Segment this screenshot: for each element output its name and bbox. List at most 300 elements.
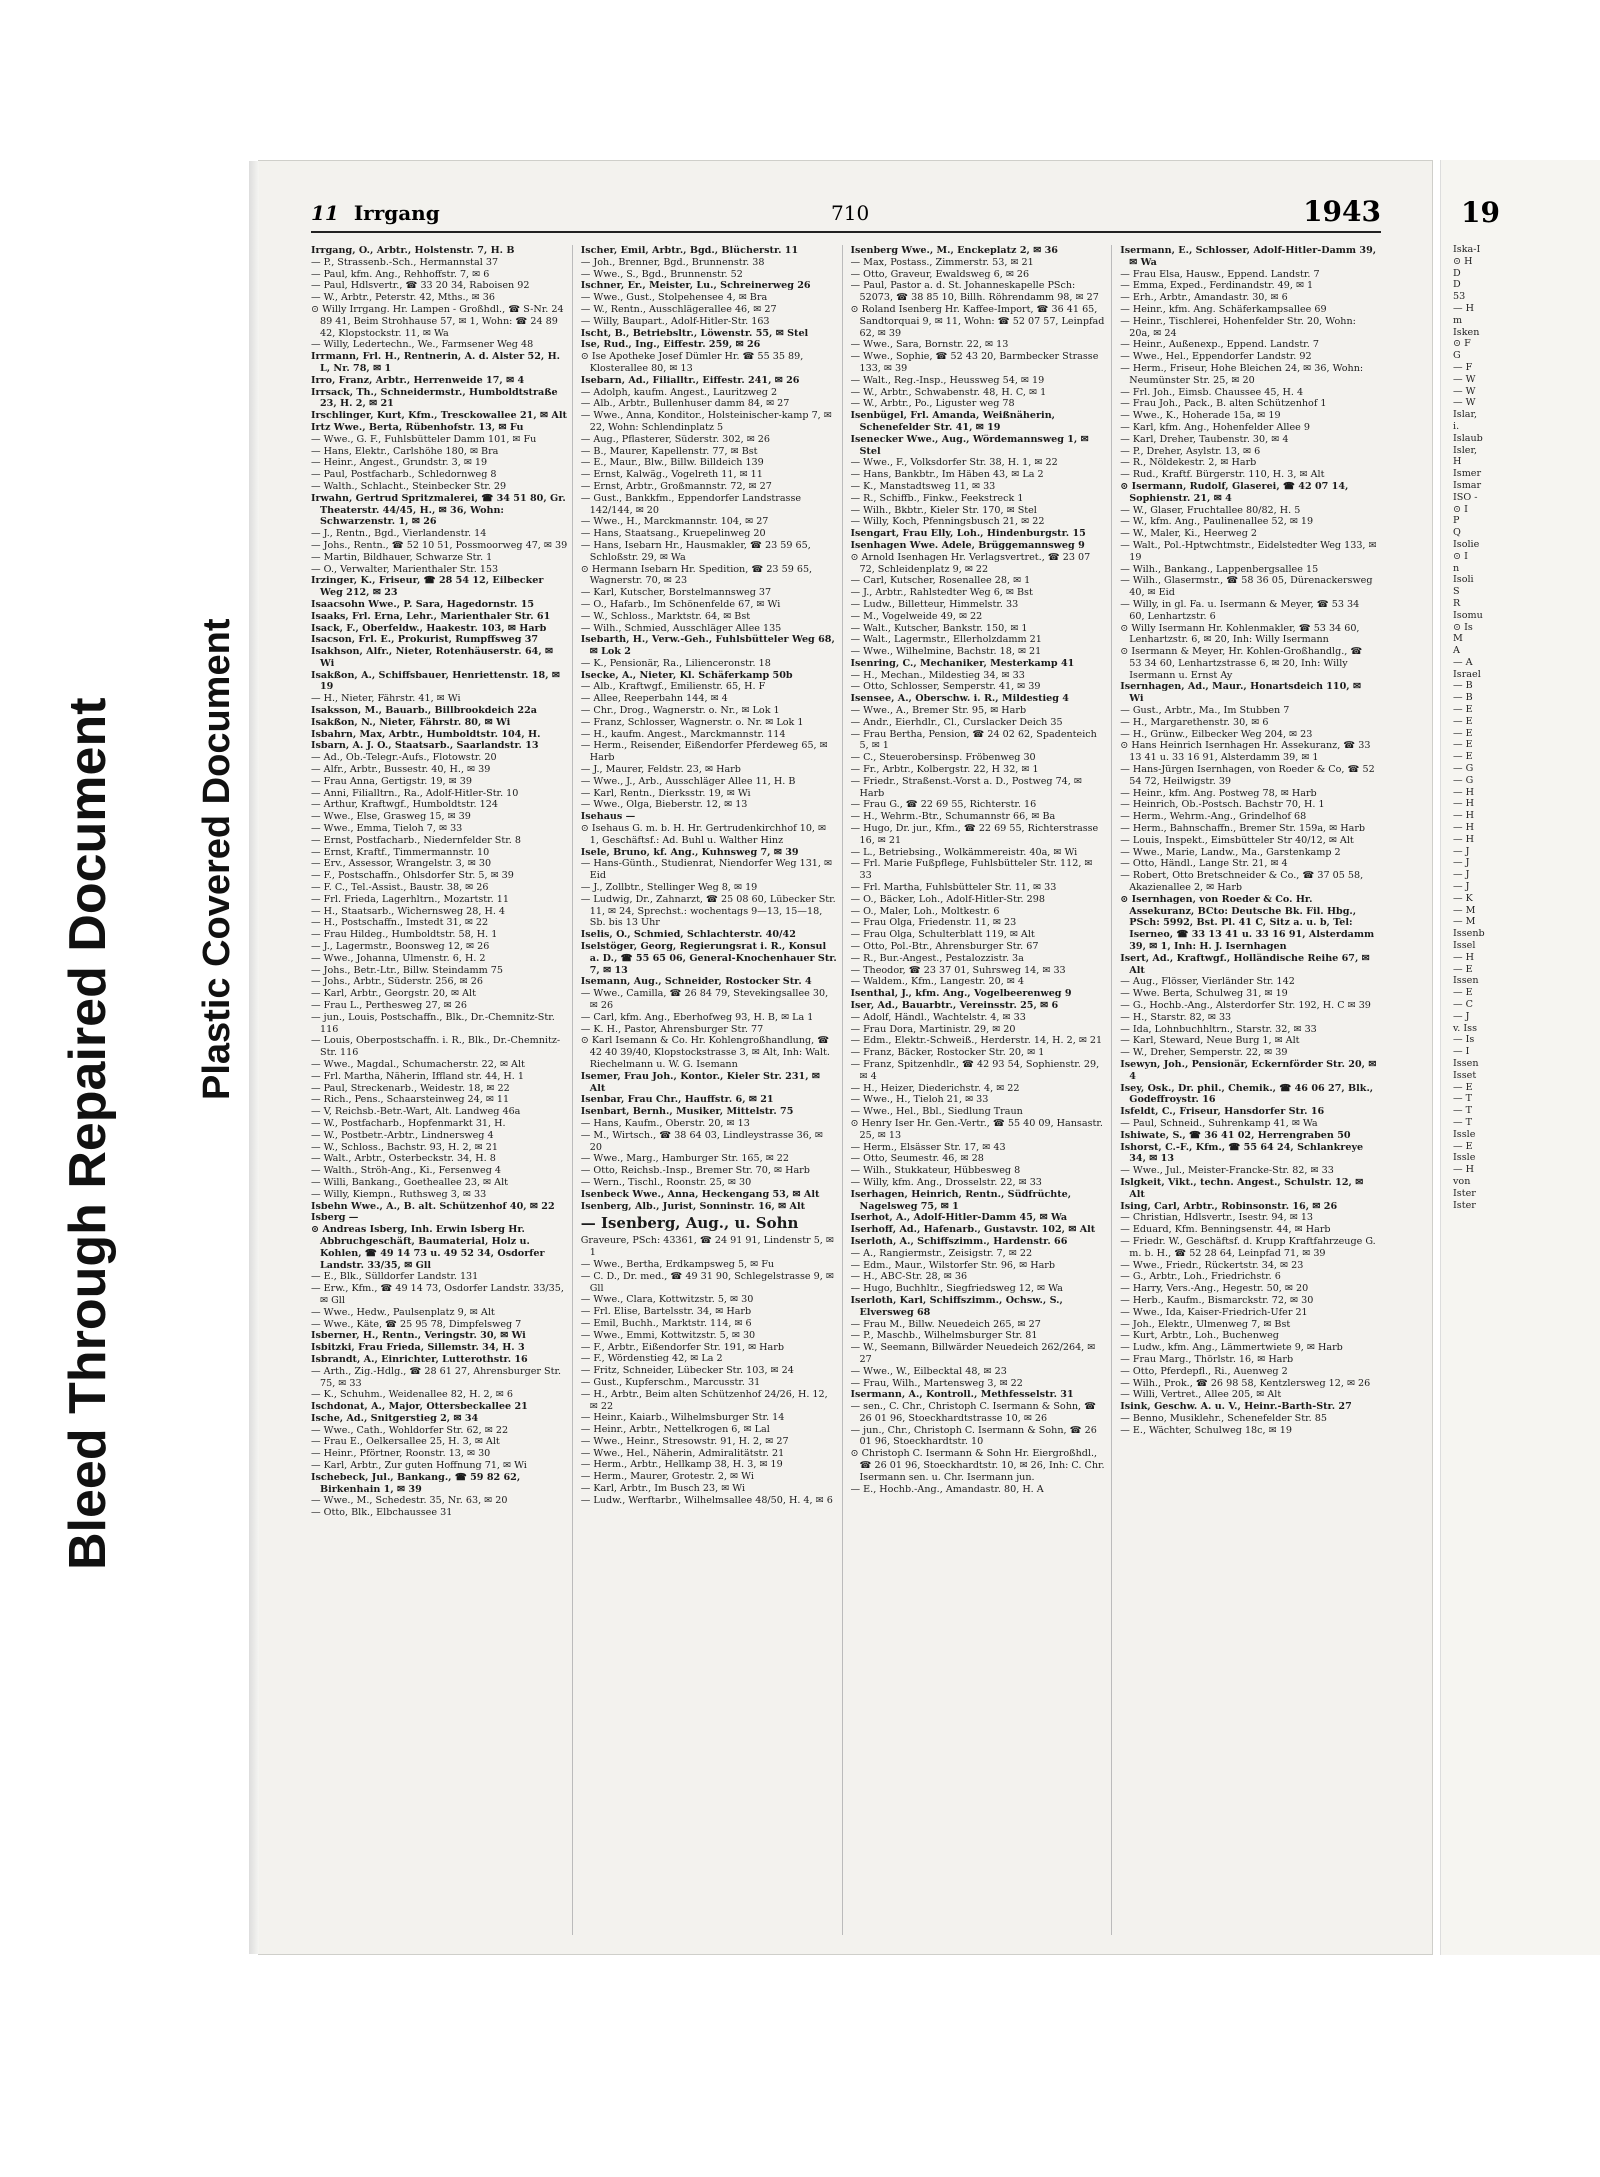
directory-entry: — Frl. Joh., Eimsb. Chaussee 45, H. 4 — [1120, 386, 1304, 398]
directory-entry: — W., kfm. Ang., Paulinenallee 52, ✉ 19 — [1120, 516, 1314, 528]
directory-entry: — Ludwig, Dr., Zahnarzt, ☎ 25 08 60, Lübecker Str. 11, ✉ 24, Sprechst.: wochentags 9—13, 15—18, Sb. bis 13 Uhr — [580, 893, 836, 929]
directory-entry: — Hans-Günth., Studienrat, Niendorfer Weg 131, ✉ Eid — [580, 858, 833, 882]
directory-entry: — Walth., Schlacht., Steinbecker Str. 29 — [311, 480, 507, 492]
directory-entry: — Frau G., ☎ 22 69 55, Richterstr. 16 — [850, 799, 1037, 811]
adjacent-line: Q — [1453, 527, 1461, 539]
directory-entry: — Wwe., Hel., Näherin, Admiralitätstr. 21 — [580, 1447, 785, 1459]
directory-entry: — Walt., Kutscher, Bankstr. 150, ✉ 1 — [850, 622, 1028, 634]
directory-entry: — Max, Postass., Zimmerstr. 53, ✉ 21 — [850, 256, 1034, 268]
directory-entry: — Frau Bertha, Pension, ☎ 24 02 62, Spadenteich 5, ✉ 1 — [850, 728, 1097, 752]
directory-entry: — K., Manstadtsweg 11, ✉ 33 — [850, 480, 996, 492]
directory-entry: — Herm., Bahnschaffn., Bremer Str. 159a, ✉ Harb — [1120, 823, 1366, 835]
directory-entry: — Paul, Pastor a. d. St. Johanneskapelle PSch: 52073, ☎ 38 85 10, Billh. Röhrendamm 98, ✉ 27 — [850, 280, 1099, 304]
directory-entry: — Wwe., Ida, Kaiser-Friedrich-Ufer 21 — [1120, 1306, 1308, 1318]
directory-entry: Isewyn, Joh., Pensionär, Eckernförder Str. 20, ✉ 4 — [1120, 1058, 1377, 1082]
adjacent-line: — E — [1453, 739, 1473, 751]
directory-entry: Isenbar, Frau Chr., Hauffstr. 6, ✉ 21 — [580, 1094, 774, 1106]
directory-entry: — Frau Dora, Martinistr. 29, ✉ 20 — [850, 1023, 1016, 1035]
directory-entry: — Willy, Kiempn., Ruthsweg 3, ✉ 33 — [311, 1188, 487, 1200]
directory-entry: — Waldem., Kfm., Langestr. 20, ✉ 4 — [850, 976, 1024, 988]
directory-entry: ⊙ Roland Isenberg Hr. Kaffee-Import, ☎ 36 41 65, Sandtorquai 9, ✉ 11, Wohn: ☎ 52 07 57, Leinpfad 62, ✉ 39 — [850, 303, 1105, 339]
directory-entry: — Johs., Rentn., ☎ 52 10 51, Possmoorweg 47, ✉ 39 — [311, 539, 568, 551]
directory-entry: — Wilh., Prok., ☎ 26 98 58, Kentzlersweg 12, ✉ 26 — [1120, 1377, 1371, 1389]
directory-entry: — jun., Louis, Postschaffn., Blk., Dr.-Chemnitz-Str. 116 — [311, 1011, 555, 1035]
directory-entry: — Paul, Schneid., Suhrenkamp 41, ✉ Wa — [1120, 1117, 1318, 1129]
directory-entry: — Emil, Buchh., Marktstr. 114, ✉ 6 — [580, 1317, 752, 1329]
adjacent-line: — G — [1453, 774, 1474, 786]
adjacent-line: A — [1453, 645, 1460, 657]
directory-entry: — Gust., Arbtr., Ma., Im Stubben 7 — [1120, 705, 1290, 717]
directory-entry: — Fr., Arbtr., Kolbergstr. 22, H 32, ✉ 1 — [850, 764, 1039, 776]
directory-entry: — Hans, Isebarn Hr., Hausmakler, ☎ 23 59 65, Schloßstr. 29, ✉ Wa — [580, 539, 811, 563]
directory-entry: — Ludw., Billetteur, Himmelstr. 33 — [850, 598, 1019, 610]
directory-entry: — Karl, Arbtr., Georgstr. 20, ✉ Alt — [311, 988, 476, 1000]
directory-entry: ⊙ Isernhagen, von Roeder & Co. Hr. Assekuranz, BCto: Deutsche Bk. Fil. Hbg., PSch: 5992, Bst. Pl. 41 C, Sitz a. u. b, Tel: Iserneo, ☎ 33 13 41 u. 33 16 91, Alsterdamm 39, ✉ 1, Inh: H. J. Isernhagen — [1120, 893, 1375, 953]
directory-entry: — Arthur, Kraftwgf., Humboldtstr. 124 — [311, 799, 498, 811]
directory-entry: — R., Bur.-Angest., Pestalozzistr. 3a — [850, 952, 1024, 964]
directory-entry: — C. D., Dr. med., ☎ 49 31 90, Schlegelstrasse 9, ✉ Gll — [580, 1270, 834, 1294]
directory-entry: Isbehn Wwe., A., B. alt. Schützenhof 40, ✉ 22 — [311, 1200, 555, 1212]
directory-entry: — Ernst, Kraftf., Timmermannstr. 10 — [311, 846, 490, 858]
directory-entry: — Rich., Pens., Schaarsteinweg 24, ✉ 11 — [311, 1094, 510, 1106]
adjacent-line: Issle — [1453, 1128, 1476, 1140]
directory-entry: — Wwe., Hel., Bbl., Siedlung Traun — [850, 1106, 1023, 1118]
directory-entry: Isenberg Wwe., M., Enckeplatz 2, ✉ 36 — [850, 245, 1058, 256]
directory-entry: — Karl, kfm. Ang., Hohenfelder Allee 9 — [1120, 421, 1310, 433]
directory-entry: — W., Arbtr., Po., Liguster weg 78 — [850, 398, 1015, 410]
adjacent-line: — E — [1453, 751, 1473, 763]
directory-entry: — Fritz, Schneider, Lübecker Str. 103, ✉ 24 — [580, 1365, 794, 1377]
directory-entry: ⊙ Henry Iser Hr. Gen.-Vertr., ☎ 55 40 09, Hansastr. 25, ✉ 13 — [850, 1117, 1103, 1141]
adjacent-line: Islar, — [1453, 409, 1478, 421]
adjacent-line: — H — [1453, 302, 1475, 314]
directory-entry: — Ludw., Werftarbr., Wilhelmsallee 48/50, H. 4, ✉ 6 — [580, 1494, 833, 1506]
directory-entry: — Christian, Hdlsvertr., Isestr. 94, ✉ 13 — [1120, 1212, 1314, 1224]
directory-entry: — Kurt, Arbtr., Loh., Buchenweg — [1120, 1330, 1279, 1342]
directory-entry: ⊙ Isermann & Meyer, Hr. Kohlen-Großhandlg., ☎ 53 34 60, Lenhartzstrasse 6, ✉ 20, Inh: Willy Isermann u. Ernst Ay — [1120, 646, 1363, 681]
directory-entry: — Willi, Bankang., Goetheallee 23, ✉ Alt — [311, 1176, 508, 1188]
directory-entry: — Isenberg, Aug., u. Sohn — [580, 1214, 799, 1233]
directory-entry: — H., Arbtr., Beim alten Schützenhof 24/26, H. 12, ✉ 22 — [580, 1388, 828, 1412]
directory-entry: — Wwe., Olga, Bieberstr. 12, ✉ 13 — [580, 799, 748, 811]
page-header — [311, 195, 1381, 233]
adjacent-line: Ismer — [1453, 468, 1482, 480]
adjacent-line: — J — [1453, 857, 1470, 869]
directory-entry: — H., Nieter, Fährstr. 41, ✉ Wi — [311, 693, 461, 705]
directory-entry: — Karl, Rentn., Dierksstr. 19, ✉ Wi — [580, 787, 751, 799]
adjacent-line: — M — [1453, 916, 1476, 928]
directory-entry: — Walt., Reg.-Insp., Heussweg 54, ✉ 19 — [850, 374, 1045, 386]
directory-entry: — Paul, Hdlsvertr., ☎ 33 20 34, Raboisen 92 — [311, 280, 530, 292]
directory-entry: — V, Reichsb.-Betr.-Wart, Alt. Landweg 46a — [311, 1106, 521, 1118]
directory-entry: — H., Mechan., Mildestieg 34, ✉ 33 — [850, 669, 1025, 681]
directory-entry: Isenbeck Wwe., Anna, Heckengang 53, ✉ Alt — [580, 1188, 820, 1200]
header-left — [311, 201, 440, 225]
directory-entry: — Herm., Friseur, Hohe Bleichen 24, ✉ 36, Wohn: Neumünster Str. 25, ✉ 20 — [1120, 362, 1364, 386]
directory-entry: — Hugo, Buchhltr., Siegfriedsweg 12, ✉ Wa — [850, 1283, 1063, 1295]
directory-entry: — C., Steuerobersinsp. Fröbenweg 30 — [850, 752, 1036, 764]
directory-entry: Isaacsohn Wwe., P. Sara, Hagedornstr. 15 — [311, 598, 535, 610]
directory-entry: — Wwe., Clara, Kottwitzstr. 5, ✉ 30 — [580, 1294, 754, 1306]
directory-entry: Iserloth, Karl, Schiffszimm., Ochsw., S., Elversweg 68 — [850, 1294, 1063, 1318]
directory-entry: — W., Postbetr.-Arbtr., Lindnersweg 4 — [311, 1129, 494, 1141]
adjacent-line: — F — [1453, 361, 1473, 373]
directory-entry: — Heinrich, Ob.-Postsch. Bachstr 70, H. 1 — [1120, 799, 1325, 811]
directory-entry: — W., Glaser, Fruchtallee 80/82, H. 5 — [1120, 504, 1301, 516]
directory-entry: Irrgang, O., Arbtr., Holstenstr. 7, H. B — [311, 245, 515, 256]
directory-entry: — J., Lagermstr., Boonsweg 12, ✉ 26 — [311, 941, 490, 953]
directory-entry: — Aug., Pflasterer, Süderstr. 302, ✉ 26 — [580, 433, 770, 445]
directory-entry: — H., ABC-Str. 28, ✉ 36 — [850, 1271, 968, 1283]
directory-entry: Isink, Geschw. A. u. V., Heinr.-Barth-Str. 27 — [1120, 1401, 1352, 1413]
directory-entry: — Johs., Arbtr., Süderstr. 256, ✉ 26 — [311, 976, 483, 988]
directory-entry: Irrmann, Frl. H., Rentnerin, A. d. Alster 52, H. L, Nr. 78, ✉ 1 — [311, 351, 560, 374]
directory-entry: — W., Maler, Ki., Heerweg 2 — [1120, 528, 1258, 540]
directory-entry: — Karl, Arbtr., Im Busch 23, ✉ Wi — [580, 1483, 746, 1495]
directory-entry: — Wilh., Stukkateur, Hübbesweg 8 — [850, 1165, 1021, 1177]
directory-entry: — Edm., Elektr.-Schweiß., Herderstr. 14, H. 2, ✉ 21 — [850, 1035, 1103, 1047]
directory-entry: — H., Postschaffn., Imstedt 31, ✉ 22 — [311, 917, 489, 929]
directory-entry: — W., Arbtr., Schwabenstr. 48, H. C, ✉ 1 — [850, 386, 1047, 398]
directory-entry: ⊙ Andreas Isberg, Inh. Erwin Isberg Hr. Abbruchgeschäft, Baumaterial, Holz u. Kohlen, ☎ 49 14 73 u. 49 52 34, Osdorfer Landstr. 33/35, ✉ Gll — [311, 1224, 545, 1271]
directory-entry: — K., Pensionär, Ra., Lilienceronstr. 18 — [580, 657, 771, 669]
directory-entry: Isbitzki, Frau Frieda, Sillemstr. 34, H. 3 — [311, 1342, 525, 1354]
directory-entry: — Edm., Maur., Wilstorfer Str. 96, ✉ Harb — [850, 1259, 1056, 1271]
directory-entry: — Walt., Pol.-Hptwchtmstr., Eidelstedter Weg 133, ✉ 19 — [1120, 539, 1377, 563]
directory-entry: — Frau Elsa, Hausw., Eppend. Landstr. 7 — [1120, 268, 1320, 280]
adjacent-line: — B — [1453, 692, 1473, 704]
adjacent-line: — H — [1453, 798, 1475, 810]
directory-entry: — Franz, Spitzenhdlr., ☎ 42 93 54, Sophienstr. 29, ✉ 4 — [850, 1058, 1100, 1082]
adjacent-line: m — [1453, 314, 1463, 326]
directory-entry: — Ernst, Arbtr., Großmannstr. 72, ✉ 27 — [580, 480, 772, 492]
directory-entry: — E., Maur., Blw., Billw. Billdeich 139 — [580, 457, 764, 469]
directory-entry: — Wwe., Friedr., Rückertstr. 34, ✉ 23 — [1120, 1259, 1304, 1271]
directory-entry: — Louis, Inspekt., Eimsbütteler Str 40/12, ✉ Alt — [1120, 834, 1354, 846]
directory-entry: — W., Seemann, Billwärder Neuedeich 262/264, ✉ 27 — [850, 1342, 1096, 1365]
directory-entry: Iserloth, A., Schiffszimm., Hardenstr. 66 — [850, 1235, 1068, 1247]
directory-entry: — Wwe., Cath., Wohldorfer Str. 62, ✉ 22 — [311, 1424, 509, 1436]
directory-entry: — Aug., Flösser, Vierländer Str. 142 — [1120, 976, 1295, 988]
directory-entry: Islgkeit, Vikt., techn. Angest., Schulstr. 12, ✉ Alt — [1120, 1176, 1364, 1200]
directory-entry: — M., Wirtsch., ☎ 38 64 03, Lindleystrasse 36, ✉ 20 — [580, 1129, 823, 1153]
directory-entry: — O., Bäcker, Loh., Adolf-Hitler-Str. 298 — [850, 893, 1045, 905]
plastic-covered-label: Plastic Covered Document — [196, 618, 238, 1100]
directory-entry: — O., Hafarb., Im Schönenfelde 67, ✉ Wi — [580, 598, 781, 610]
directory-entry: — H., Wehrm.-Btr., Schumannstr 66, ✉ Ba — [850, 811, 1056, 823]
directory-entry: — Heinr., Arbtr., Nettelkrogen 6, ✉ Lal — [580, 1424, 770, 1436]
directory-entry: Ischdonat, A., Major, Ottersbeckallee 21 — [311, 1401, 528, 1413]
directory-page — [258, 160, 1433, 1955]
directory-entry: ⊙ Willy Irrgang. Hr. Lampen - Großhdl., ☎ S-Nr. 24 89 41, Beim Strohhause 57, ✉ 1, Wohn: ☎ 24 89 42, Klopstockstr. 11, ✉ Wa — [311, 303, 564, 339]
bleed-through-label: Bleed Through Repaired Document — [59, 697, 117, 1570]
adjacent-line: — M — [1453, 904, 1476, 916]
directory-entry: — Frau E., Oelkersallee 25, H. 3, ✉ Alt — [311, 1436, 500, 1448]
adjacent-line: — J — [1453, 881, 1470, 893]
directory-entry: Isacson, Frl. E., Prokurist, Rumpffsweg 37 — [311, 634, 539, 646]
directory-entry: — K. H., Pastor, Ahrensburger Str. 77 — [580, 1023, 764, 1035]
directory-entry: Iserhoff, Ad., Hafenarb., Gustavstr. 102, ✉ Alt — [850, 1224, 1096, 1236]
directory-entry: Isernhagen, Ad., Maur., Honartsdeich 110, ✉ Wi — [1120, 681, 1362, 705]
directory-entry: — P., Dreher, Asylstr. 13, ✉ 6 — [1120, 445, 1261, 457]
directory-entry: — H., Starstr. 82, ✉ 33 — [1120, 1011, 1232, 1023]
directory-entry: — Heinr., kfm. Ang. Postweg 78, ✉ Harb — [1120, 787, 1317, 799]
directory-entry: — Ida, Lohnbuchhltrn., Starstr. 32, ✉ 33 — [1120, 1023, 1317, 1035]
adjacent-line: Issle — [1453, 1152, 1476, 1164]
directory-entry: — Frau Hildeg., Humboldtstr. 58, H. 1 — [311, 929, 498, 941]
directory-entry: — Frau L., Perthesweg 27, ✉ 26 — [311, 1000, 467, 1011]
directory-entry: Iser, Ad., Bauarbtr., Vereinsstr. 25, ✉ 6 — [850, 1000, 1059, 1011]
directory-entry: — Wwe., Hel., Eppendorfer Landstr. 92 — [1120, 351, 1312, 363]
directory-entry: — W., Dreher, Semperstr. 22, ✉ 39 — [1120, 1047, 1288, 1059]
directory-entry: — Wwe. Berta, Schulweg 31, ✉ 19 — [1120, 988, 1288, 1000]
directory-entry: — Hans, Staatsang., Kruepelinweg 20 — [580, 528, 766, 540]
directory-entry: — W., Schloss., Bachstr. 93, H. 2, ✉ 21 — [311, 1141, 498, 1153]
adjacent-line: — H — [1453, 786, 1475, 798]
directory-entry: — R., Nöldekestr. 2, ✉ Harb — [1120, 457, 1257, 469]
adjacent-line: Issel — [1453, 940, 1476, 952]
directory-entry: — Carl, Kutscher, Rosenallee 28, ✉ 1 — [850, 575, 1031, 587]
adjacent-line: — C — [1453, 999, 1473, 1010]
directory-entry: Ischebeck, Jul., Bankang., ☎ 59 82 62, Birkenhain 1, ✉ 39 — [311, 1471, 521, 1495]
directory-entry: — jun., Chr., Christoph C. Isermann & Sohn, ☎ 26 01 96, Stoeckhardtstr. 10 — [850, 1424, 1097, 1448]
directory-entry: — Wwe., F., Volksdorfer Str. 38, H. 1, ✉ 22 — [850, 457, 1058, 469]
adjacent-line: D — [1453, 279, 1461, 291]
adjacent-line: — E — [1453, 704, 1473, 716]
adjacent-line: — A — [1453, 656, 1473, 668]
directory-entry: — Otto, Pferdepfl., Ri., Auenweg 2 — [1120, 1365, 1288, 1377]
directory-entry: — Wwe., K., Hoherade 15a, ✉ 19 — [1120, 410, 1281, 422]
directory-entry: — Wwe., Marg., Hamburger Str. 165, ✉ 22 — [580, 1153, 790, 1165]
directory-entry: — Ad., Ob.-Telegr.-Aufs., Flotowstr. 20 — [311, 752, 497, 764]
adjacent-line: ⊙ F — [1453, 338, 1471, 350]
directory-entry: — Wwe., H., Tieloh 21, ✉ 33 — [850, 1094, 989, 1106]
adjacent-page-strip — [1440, 160, 1600, 1955]
adjacent-line: S — [1453, 586, 1460, 598]
directory-entry: — M., Vogelweide 49, ✉ 22 — [850, 610, 983, 622]
adjacent-line: G — [1453, 350, 1461, 362]
directory-entry: Isbahrn, Max, Arbtr., Humboldtstr. 104, H. — [311, 728, 541, 740]
directory-entry: — Paul, kfm. Ang., Rehhoffstr. 7, ✉ 6 — [311, 268, 490, 280]
directory-entry: — Frau M., Billw. Neuedeich 265, ✉ 27 — [850, 1318, 1041, 1330]
directory-entry: — Benno, Musiklehr., Schenefelder Str. 85 — [1120, 1412, 1327, 1424]
directory-entry: — Wwe., Magdal., Schumacherstr. 22, ✉ Alt — [311, 1058, 525, 1070]
directory-entry: — Erw., Kfm., ☎ 49 14 73, Osdorfer Landstr. 33/35, ✉ Gll — [311, 1283, 564, 1306]
adjacent-line: Isoli — [1453, 574, 1474, 586]
directory-entry: Irwahn, Gertrud Spritzmalerei, ☎ 34 51 80, Gr. Theaterstr. 44/45, H., ✉ 36, Wohn: Schwarzenstr. 1, ✉ 26 — [311, 492, 566, 528]
directory-entry: — Joh., Brenner, Bgd., Brunnenstr. 38 — [580, 256, 765, 268]
adjacent-line: — Is — [1453, 1034, 1475, 1046]
directory-entry: Ischer, Emil, Arbtr., Bgd., Blücherstr. 11 — [580, 245, 799, 256]
directory-entry: Irzinger, K., Friseur, ☎ 28 54 12, Eilbecker Weg 212, ✉ 23 — [311, 575, 544, 599]
directory-entry: — Rud., Kraftf. Bürgerstr. 110, H. 3, ✉ Alt — [1120, 469, 1325, 481]
directory-entry: — E., Blk., Sülldorfer Landstr. 131 — [311, 1271, 479, 1283]
directory-entry: — Joh., Elektr., Ulmenweg 7, ✉ Bst — [1120, 1318, 1291, 1330]
adjacent-line: — H — [1453, 833, 1475, 845]
directory-entry: — Wwe., S., Bgd., Brunnenstr. 52 — [580, 268, 743, 280]
directory-entry: Isberner, H., Rentn., Veringstr. 30, ✉ Wi — [311, 1330, 526, 1342]
directory-entry: — sen., C. Chr., Christoph C. Isermann & Sohn, ☎ 26 01 96, Stoeckhardtstrasse 10, ✉ 26 — [850, 1401, 1097, 1424]
adjacent-line: Isomu — [1453, 609, 1483, 621]
directory-entry: — Wwe., Emma, Tieloh 7, ✉ 33 — [311, 823, 463, 835]
directory-entry: Isensee, A., Oberschw. i. R., Mildestieg 4 — [850, 693, 1069, 705]
column-3 — [851, 245, 1113, 1935]
directory-entry: — B., Maurer, Kapellenstr. 77, ✉ Bst — [580, 445, 758, 457]
adjacent-line: Issen — [1453, 1057, 1479, 1069]
directory-entry: Isberg — — [311, 1212, 359, 1224]
directory-entry: Isaaks, Frl. Erna, Lehr., Marienthaler Str. 61 — [311, 610, 551, 622]
directory-entry: — Wwe., Bertha, Erdkampsweg 5, ✉ Fu — [580, 1258, 775, 1270]
directory-entry: Graveure, PSch: 43361, ☎ 24 91 91, Lindenstr 5, ✉ 1 — [580, 1235, 834, 1259]
directory-entry: — Wilh., Schmied, Ausschläger Allee 135 — [580, 622, 782, 634]
directory-entry: — Karl, Arbtr., Zur guten Hoffnung 71, ✉ Wi — [311, 1460, 527, 1472]
directory-entry: — Frau Joh., Pack., B. alten Schützenhof 1 — [1120, 398, 1327, 410]
directory-entry: Irschlinger, Kurt, Kfm., Tresckowallee 21, ✉ Alt — [311, 410, 567, 422]
adjacent-line: Islaub — [1453, 432, 1483, 444]
directory-entry: — Martin, Bildhauer, Schwarze Str. 1 — [311, 551, 493, 563]
directory-entry: — Frl. Martha, Näherin, Iffland str. 44, H. 1 — [311, 1070, 524, 1082]
directory-entry: — Frau Marg., Thörlstr. 16, ✉ Harb — [1120, 1353, 1294, 1365]
directory-entry: Isack, F., Oberfeldw., Haakestr. 103, ✉ Harb — [311, 622, 547, 634]
directory-entry: — Anni, Filialltrn., Ra., Adolf-Hitler-Str. 10 — [311, 787, 519, 799]
directory-entry: — Herm., Reisender, Eißendorfer Pferdeweg 65, ✉ Harb — [580, 740, 828, 764]
directory-entry: Isermann, E., Schlosser, Adolf-Hitler-Damm 39, ✉ Wa — [1120, 245, 1377, 268]
directory-entry: — Otto, Schlosser, Semperstr. 41, ✉ 39 — [850, 681, 1041, 693]
directory-entry: — Wwe., Sophie, ☎ 52 43 20, Barmbecker Strasse 133, ✉ 39 — [850, 351, 1099, 374]
entry-columns — [311, 245, 1381, 1935]
directory-entry: — Wwe., Hedw., Paulsenplatz 9, ✉ Alt — [311, 1306, 495, 1318]
directory-entry: Isenberg, Alb., Jurist, Sonninstr. 16, ✉ Alt — [580, 1200, 806, 1212]
directory-entry: — Emma, Exped., Ferdinandstr. 49, ✉ 1 — [1120, 280, 1314, 292]
directory-entry: — Wwe., Sara, Bornstr. 22, ✉ 13 — [850, 339, 1009, 351]
adjacent-line: v. Iss — [1453, 1022, 1478, 1034]
directory-entry: — Andr., Eierhdlr., Cl., Curslacker Deich 35 — [850, 716, 1063, 728]
adjacent-line: 53 — [1453, 291, 1466, 303]
directory-entry: Iselis, O., Schmied, Schlachterstr. 40/42 — [580, 929, 796, 941]
adjacent-line: Israel — [1453, 668, 1481, 680]
directory-entry: — Wwe., H., Marckmannstr. 104, ✉ 27 — [580, 516, 769, 528]
adjacent-line: Iska-I — [1453, 244, 1481, 255]
directory-entry: Isebarth, H., Verw.-Geh., Fuhlsbütteler Weg 68, ✉ Lok 2 — [580, 634, 835, 658]
directory-entry: Ischner, Er., Meister, Lu., Schreinerweg 26 — [580, 280, 811, 292]
directory-entry: — P., Maschb., Wilhelmsburger Str. 81 — [850, 1330, 1038, 1342]
directory-entry: — Franz, Bäcker, Rostocker Str. 20, ✉ 1 — [850, 1047, 1045, 1059]
directory-entry: — Frau, Wilh., Martensweg 3, ✉ 22 — [850, 1377, 1023, 1389]
directory-entry: — G., Hochb.-Ang., Alsterdorfer Str. 192, H. C ✉ 39 — [1120, 1000, 1371, 1011]
directory-entry: Isenthal, J., kfm. Ang., Vogelbeerenweg 9 — [850, 988, 1072, 1000]
directory-entry: Isemann, Aug., Schneider, Rostocker Str. 4 — [580, 976, 812, 988]
directory-entry: ⊙ Hermann Isebarn Hr. Spedition, ☎ 23 59 65, Wagnerstr. 70, ✉ 23 — [580, 563, 813, 587]
directory-entry: — Karl, Kutscher, Borstelmannsweg 37 — [580, 587, 772, 599]
directory-entry: Isakhson, Alfr., Nieter, Rotenhäuserstr. 64, ✉ Wi — [311, 646, 554, 669]
adjacent-line: — E — [1453, 987, 1473, 999]
directory-entry: — Adolf, Händl., Wachtelstr. 4, ✉ 33 — [850, 1011, 1026, 1023]
directory-entry: — Wwe., Else, Grasweg 15, ✉ 39 — [311, 811, 471, 823]
adjacent-line: P — [1453, 515, 1460, 527]
adjacent-line: H — [1453, 456, 1462, 468]
directory-entry: Isenhagen Wwe. Adele, Brüggemannsweg 9 — [850, 539, 1085, 551]
adjacent-line: — T — [1453, 1093, 1473, 1105]
directory-entry: — H., Grünw., Eilbecker Weg 204, ✉ 23 — [1120, 728, 1313, 740]
directory-entry: — Alb., Kraftwgf., Emilienstr. 65, H. F — [580, 681, 766, 693]
adjacent-line: — G — [1453, 763, 1474, 775]
directory-entry: — Arth., Zig.-Hdlg., ☎ 28 61 27, Ahrensburger Str. 75, ✉ 33 — [311, 1365, 562, 1389]
directory-entry: — Erv., Assessor, Wrangelstr. 3, ✉ 30 — [311, 858, 492, 870]
directory-entry: — H., kaufm. Angest., Marckmannstr. 114 — [580, 728, 786, 740]
adjacent-line: — W — [1453, 397, 1476, 409]
adjacent-line: — J — [1453, 1010, 1470, 1022]
directory-entry: — Frl. Marie Fußpflege, Fuhlsbütteler Str. 112, ✉ 33 — [850, 858, 1093, 882]
directory-entry: — Wilh., Bankang., Lappenbergsallee 15 — [1120, 563, 1319, 575]
directory-entry: — Willy, Ledertechn., We., Farmsener Weg 48 — [311, 339, 534, 351]
directory-entry: — O., Verwalter, Marienthaler Str. 153 — [311, 563, 499, 575]
directory-entry: — Johs., Betr.-Ltr., Billw. Steindamm 75 — [311, 964, 503, 976]
directory-entry: Ishiwate, S., ☎ 36 41 02, Herrengraben 50 — [1120, 1129, 1351, 1141]
directory-entry: — Ludw., kfm. Ang., Lämmertwiete 9, ✉ Harb — [1120, 1342, 1343, 1354]
directory-entry: — W., Schloss., Marktstr. 64, ✉ Bst — [580, 610, 751, 622]
directory-entry: — Wwe., G. F., Fuhlsbütteler Damm 101, ✉ Fu — [311, 433, 537, 445]
adjacent-line: — H — [1453, 810, 1475, 822]
directory-entry: Isermann, A., Kontroll., Methfesselstr. 31 — [850, 1389, 1074, 1401]
directory-entry: — Herm., Elsässer Str. 17, ✉ 43 — [850, 1141, 1006, 1153]
directory-entry: Ise, Rud., Ing., Eiffestr. 259, ✉ 26 — [580, 339, 761, 351]
adjacent-line: R — [1453, 597, 1461, 609]
adjacent-line: Issen — [1453, 975, 1479, 987]
directory-entry: — Alfr., Arbtr., Bussestr. 40, H., ✉ 39 — [311, 764, 491, 776]
directory-entry: — Otto, Pol.-Btr., Ahrensburger Str. 67 — [850, 941, 1039, 953]
directory-entry: — J., Rentn., Bgd., Vierlandenstr. 14 — [311, 528, 487, 540]
directory-entry: — Wwe., Anna, Konditor., Holsteinischer-kamp 7, ✉ 22, Wohn: Schlendinplatz 5 — [580, 410, 832, 433]
directory-entry: ⊙ Isermann, Rudolf, Glaserei, ☎ 42 07 14, Sophienstr. 21, ✉ 4 — [1120, 480, 1349, 504]
directory-entry: Isakßon, A., Schiffsbauer, Henriettenstr. 18, ✉ 19 — [311, 669, 560, 693]
directory-entry: — Wilh., Glasermstr., ☎ 58 36 05, Dürenackersweg 40, ✉ Eid — [1120, 575, 1373, 599]
directory-entry: Ischt, B., Betriebsltr., Löwenstr. 55, ✉ Stel — [580, 327, 809, 339]
adjacent-line: — E — [1453, 1140, 1473, 1152]
directory-entry: ⊙ Christoph C. Isermann & Sohn Hr. Eiergroßhdl., ☎ 26 01 96, Stoeckhardtstr. 10, ✉ 26, Inh: C. Chr. Isermann sen. u. Chr. Isermann jun. — [850, 1448, 1105, 1483]
directory-entry: — Heinr., kfm. Ang. Schäferkampsallee 69 — [1120, 303, 1327, 315]
directory-entry: — Otto, Blk., Elbchaussee 31 — [311, 1507, 453, 1519]
adjacent-line: — E — [1453, 715, 1473, 727]
directory-entry: — Karl, Steward, Neue Burg 1, ✉ Alt — [1120, 1035, 1300, 1047]
directory-entry: — Carl, kfm. Ang., Eberhofweg 93, H. B, ✉ La 1 — [580, 1011, 814, 1023]
directory-entry: Isbarn, A. J. O., Staatsarb., Saarlandstr. 13 — [311, 740, 539, 752]
directory-entry: — Harry, Vers.-Ang., Hegestr. 50, ✉ 20 — [1120, 1283, 1309, 1295]
adjacent-line: — E — [1453, 963, 1473, 975]
adjacent-page-text — [1453, 244, 1593, 1211]
directory-entry: — Franz, Schlosser, Wagnerstr. o. Nr. ✉ Lok 1 — [580, 716, 804, 728]
directory-entry: — J., Zollbtr., Stellinger Weg 8, ✉ 19 — [580, 882, 758, 894]
directory-entry: — Herm., Wehrm.-Ang., Grindelhof 68 — [1120, 811, 1307, 823]
directory-entry: — Walth., Ströh-Ang., Ki., Fersenweg 4 — [311, 1165, 501, 1177]
directory-entry: — Gust., Bankkfm., Eppendorfer Landstrasse 142/144, ✉ 20 — [580, 492, 802, 516]
adjacent-page-header: 19 — [1461, 196, 1500, 229]
adjacent-line: — I — [1453, 1046, 1470, 1058]
directory-entry: — P., Strassenb.-Sch., Hermannstal 37 — [311, 256, 499, 268]
directory-entry: — Gust., Kupferschm., Marcusstr. 31 — [580, 1376, 761, 1388]
directory-entry: — Wwe., Jul., Meister-Francke-Str. 82, ✉ 33 — [1120, 1165, 1334, 1177]
directory-entry: Isey, Osk., Dr. phil., Chemik., ☎ 46 06 27, Blk., Godeffroystr. 16 — [1120, 1082, 1374, 1106]
adjacent-line: — W — [1453, 373, 1476, 385]
directory-entry: — Wilh., Bkbtr., Kieler Str. 170, ✉ Stel — [850, 504, 1037, 516]
adjacent-line: — E — [1453, 1081, 1473, 1093]
adjacent-line: — W — [1453, 385, 1476, 397]
directory-entry: — Wwe., Gust., Stolpehensee 4, ✉ Bra — [580, 292, 768, 304]
directory-entry: — Willy, in gl. Fa. u. Isermann & Meyer, ☎ 53 34 60, Lenhartzstr. 6 — [1120, 598, 1360, 622]
directory-entry: Iselstöger, Georg, Regierungsrat i. R., Konsul a. D., ☎ 55 65 06, General-Knochenhauer Str. 7, ✉ 13 — [580, 941, 837, 976]
directory-entry: — Eduard, Kfm. Benningsenstr. 44, ✉ Harb — [1120, 1224, 1331, 1236]
adjacent-line: — H — [1453, 951, 1475, 963]
adjacent-line: Issenb — [1453, 928, 1485, 940]
